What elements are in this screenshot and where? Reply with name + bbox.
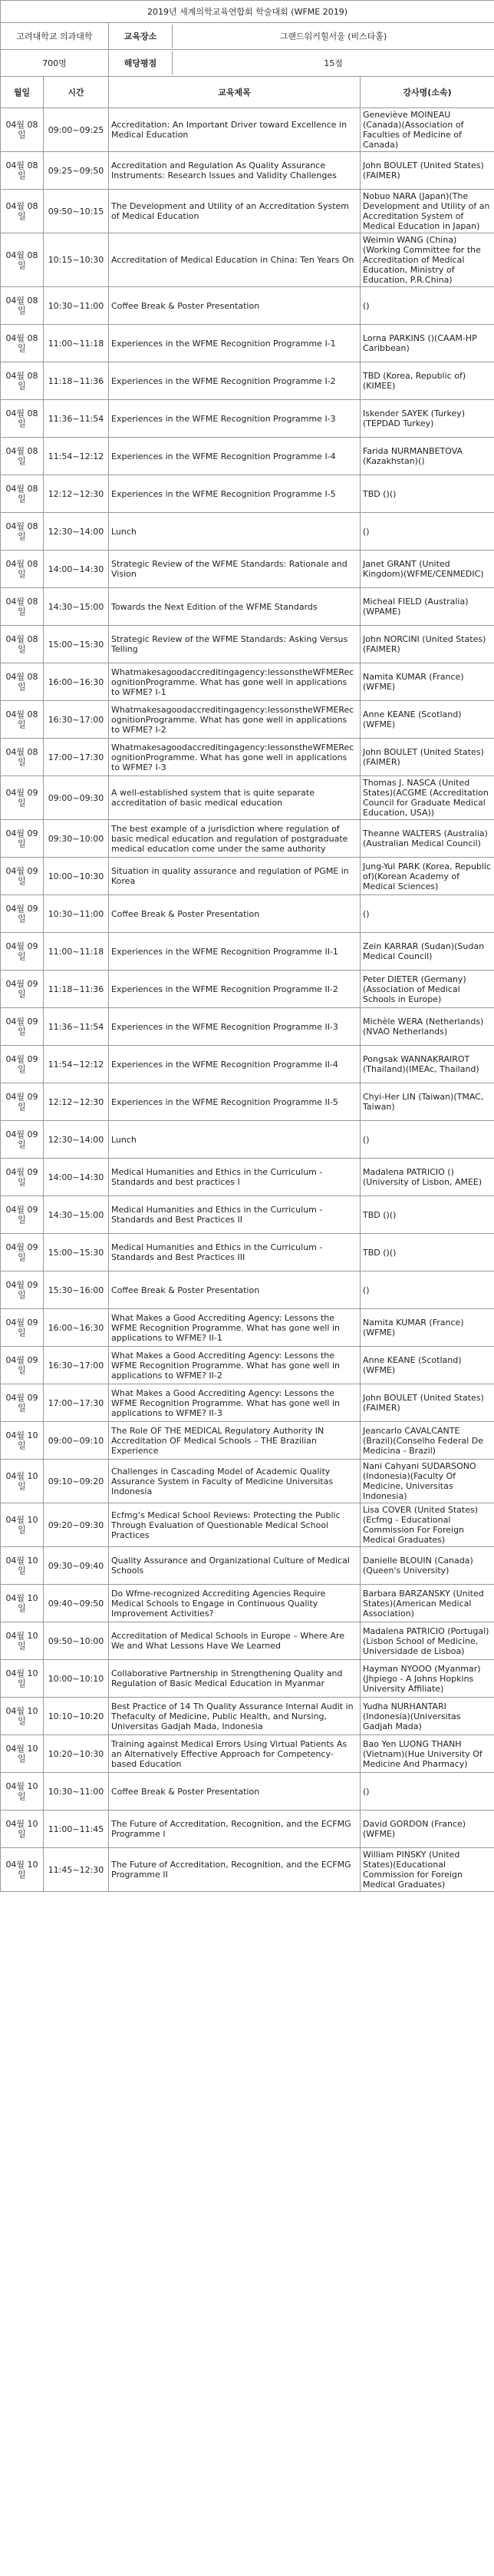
session-title: WhatmakesagoodaccreditingagencyːlessonstheWFMERecognitionProgramme. What has gone well in applications to WFME? I-1: [109, 663, 361, 701]
session-speaker: Yudha NURHANTARI (Indonesia)(Universitas Gadjah Mada): [361, 1698, 494, 1735]
session-speaker: Madalena PATRICIO ()(University of Lisbon, AMEE): [361, 1159, 494, 1196]
session-title: Experiences in the WFME Recognition Programme I-1: [109, 325, 361, 362]
session-time: 14:30~15:00: [44, 1196, 109, 1234]
session-time: 10:00~10:10: [44, 1660, 109, 1698]
session-date: 04월 10일: [1, 1848, 44, 1892]
session-title: Experiences in the WFME Recognition Programme I-3: [109, 400, 361, 438]
session-date: 04월 08일: [1, 362, 44, 400]
session-date: 04월 08일: [1, 513, 44, 551]
session-time: 14:00~14:30: [44, 1159, 109, 1196]
session-speaker: Danielle BLOUIN (Canada)(Queen's University): [361, 1547, 494, 1585]
session-title: Experiences in the WFME Recognition Programme II-5: [109, 1083, 361, 1121]
session-title: Medical Humanities and Ethics in the Curriculum - Standards and Best Practices II: [109, 1196, 361, 1234]
session-speaker: Bao Yen LUONG THANH (Vietnam)(Hue University Of Medicine And Pharmacy): [361, 1735, 494, 1773]
session-date: 04월 09일: [1, 1046, 44, 1083]
session-time: 10:15~10:30: [44, 233, 109, 287]
session-date: 04월 09일: [1, 820, 44, 858]
table-row: [1, 588, 494, 626]
table-row: [1, 1234, 494, 1271]
table-row: [1, 1083, 494, 1121]
session-title: Do Wfme-recognized Accrediting Agencies Require Medical Schools to Engage in Continuous Quality Improvement Activities?: [109, 1585, 361, 1622]
session-speaker: John NORCINI (United States)(FAIMER): [361, 626, 494, 663]
session-date: 04월 10일: [1, 1622, 44, 1660]
session-time: 10:10~10:20: [44, 1698, 109, 1735]
table-row: [1, 1008, 494, 1046]
session-speaker: Madalena PATRICIO (Portugal)(Lisbon School of Medicine, Universidade de Lisboa): [361, 1622, 494, 1660]
session-title: Strategic Review of the WFME Standards: Rationale and Vision: [109, 551, 361, 588]
table-row: [1, 663, 494, 701]
session-speaker: TBD ()(): [361, 1196, 494, 1234]
sessions-body: [1, 108, 494, 1892]
session-date: 04월 09일: [1, 1234, 44, 1271]
table-row: [1, 1585, 494, 1622]
session-date: 04월 10일: [1, 1585, 44, 1622]
session-time: 12:30~14:00: [44, 513, 109, 551]
session-time: 09:30~10:00: [44, 820, 109, 858]
session-title: Experiences in the WFME Recognition Programme II-4: [109, 1046, 361, 1083]
session-date: 04월 08일: [1, 588, 44, 626]
session-date: 04월 10일: [1, 1735, 44, 1773]
session-title: Experiences in the WFME Recognition Programme II-1: [109, 933, 361, 971]
session-speaker: Anne KEANE (Scotland)(WFME): [361, 701, 494, 739]
session-title: Accreditation of Medical Schools in Europe – Where Are We and What Lessons Have We Learned: [109, 1622, 361, 1660]
table-row: [1, 626, 494, 663]
session-speaker: (): [361, 513, 494, 551]
session-speaker: TBD ()(): [361, 475, 494, 513]
session-date: 04월 08일: [1, 190, 44, 233]
table-row: [1, 287, 494, 325]
session-time: 09:50~10:00: [44, 1622, 109, 1660]
session-speaker: John BOULET (United States)(FAIMER): [361, 1384, 494, 1422]
session-title: Challenges in Cascading Model of Academic Quality Assurance System in Faculty of Medicine Universitas Indonesia: [109, 1460, 361, 1503]
session-date: 04월 09일: [1, 1196, 44, 1234]
session-date: 04월 09일: [1, 933, 44, 971]
table-row: [1, 1698, 494, 1735]
session-speaker: Farida NURMANBETOVA (Kazakhstan)(): [361, 438, 494, 475]
session-date: 04월 09일: [1, 858, 44, 895]
session-speaker: David GORDON (France)(WFME): [361, 1810, 494, 1848]
session-speaker: Jeancarlo CAVALCANTE (Brazil)(Conselho Federal De Medicina - Brazil): [361, 1422, 494, 1460]
place-cell: [109, 23, 494, 50]
session-title: Experiences in the WFME Recognition Programme I-5: [109, 475, 361, 513]
table-row: [1, 190, 494, 233]
table-row: [1, 1460, 494, 1503]
table-row: [1, 108, 494, 152]
session-speaker: (): [361, 895, 494, 933]
session-speaker: TBD (Korea, Republic of)(KIMEE): [361, 362, 494, 400]
session-date: 04월 09일: [1, 1159, 44, 1196]
session-date: 04월 10일: [1, 1698, 44, 1735]
session-date: 04월 09일: [1, 895, 44, 933]
table-row: [1, 1159, 494, 1196]
session-date: 04월 08일: [1, 663, 44, 701]
header-date: 월일: [1, 77, 44, 108]
session-date: 04월 08일: [1, 400, 44, 438]
session-title: Situation in quality assurance and regulation of PGME in Korea: [109, 858, 361, 895]
session-date: 04월 08일: [1, 233, 44, 287]
session-time: 10:00~10:30: [44, 858, 109, 895]
session-time: 11:36~11:54: [44, 400, 109, 438]
session-speaker: (): [361, 1121, 494, 1159]
table-row: [1, 701, 494, 739]
session-speaker: Micheal FIELD (Australia)(WPAME): [361, 588, 494, 626]
session-title: The Future of Accreditation, Recognition, and the ECFMG Programme II: [109, 1848, 361, 1892]
session-speaker: Nobuo NARA (Japan)(The Development and Utility of an Accreditation System of Medical Education in Japan): [361, 190, 494, 233]
session-date: 04월 10일: [1, 1503, 44, 1547]
table-row: [1, 233, 494, 287]
session-speaker: TBD ()(): [361, 1234, 494, 1271]
title-row: [1, 1, 494, 23]
session-speaker: Pongsak WANNAKRAIROT (Thailand)(IMEAc, Thailand): [361, 1046, 494, 1083]
session-date: 04월 10일: [1, 1660, 44, 1698]
session-time: 15:00~15:30: [44, 1234, 109, 1271]
session-speaker: Namita KUMAR (France)(WFME): [361, 663, 494, 701]
table-row: [1, 1347, 494, 1384]
session-date: 04월 09일: [1, 1347, 44, 1384]
session-date: 04월 09일: [1, 1271, 44, 1309]
table-row: [1, 1622, 494, 1660]
session-speaker: Chyi-Her LIN (Taiwan)(TMAC, Taiwan): [361, 1083, 494, 1121]
session-time: 09:30~09:40: [44, 1547, 109, 1585]
session-speaker: (): [361, 1271, 494, 1309]
session-time: 11:18~11:36: [44, 971, 109, 1008]
session-time: 11:54~12:12: [44, 438, 109, 475]
session-time: 10:30~11:00: [44, 895, 109, 933]
session-title: Accreditation: An Important Driver toward Excellence in Medical Education: [109, 108, 361, 152]
session-speaker: Iskender SAYEK (Turkey)(TEPDAD Turkey): [361, 400, 494, 438]
session-speaker: Barbara BARZANSKY (United States)(American Medical Association): [361, 1585, 494, 1622]
session-title: Coffee Break & Poster Presentation: [109, 1271, 361, 1309]
session-speaker: Geneviève MOINEAU (Canada)(Association of Faculties of Medicine of Canada): [361, 108, 494, 152]
session-title: What Makes a Good Accrediting Agency: Lessons the WFME Recognition Programme. What has gone well in applications to WFME? II-3: [109, 1384, 361, 1422]
session-time: 11:36~11:54: [44, 1008, 109, 1046]
session-date: 04월 09일: [1, 1008, 44, 1046]
session-date: 04월 08일: [1, 626, 44, 663]
table-row: [1, 438, 494, 475]
session-title: Medical Humanities and Ethics in the Curriculum - Standards and Best Practices III: [109, 1234, 361, 1271]
table-row: [1, 933, 494, 971]
session-time: 09:10~09:20: [44, 1460, 109, 1503]
table-row: [1, 400, 494, 438]
table-row: [1, 895, 494, 933]
table-row: [1, 1503, 494, 1547]
event-title: 2019년 세계의학교육연합회 학술대회 (WFME 2019): [1, 1, 494, 23]
session-time: 10:30~11:00: [44, 1773, 109, 1810]
session-title: Lunch: [109, 513, 361, 551]
session-title: Medical Humanities and Ethics in the Curriculum - Standards and best practices I: [109, 1159, 361, 1196]
session-speaker: Peter DIETER (Germany)(Association of Medical Schools in Europe): [361, 971, 494, 1008]
session-time: 10:30~11:00: [44, 287, 109, 325]
session-title: The Future of Accreditation, Recognition, and the ECFMG Programme I: [109, 1810, 361, 1848]
session-title: Coffee Break & Poster Presentation: [109, 895, 361, 933]
header-row: [1, 77, 494, 108]
session-title: Experiences in the WFME Recognition Programme I-2: [109, 362, 361, 400]
session-time: 16:30~17:00: [44, 1347, 109, 1384]
session-time: 12:12~12:30: [44, 1083, 109, 1121]
session-time: 09:40~09:50: [44, 1585, 109, 1622]
session-date: 04월 08일: [1, 438, 44, 475]
table-row: [1, 1046, 494, 1083]
session-title: Towards the Next Edition of the WFME Standards: [109, 588, 361, 626]
session-title: WhatmakesagoodaccreditingagencyːlessonstheWFMERecognitionProgramme. What has gone well in applications to WFME? I-2: [109, 701, 361, 739]
session-title: Coffee Break & Poster Presentation: [109, 1773, 361, 1810]
session-title: What Makes a Good Accrediting Agency: Lessons the WFME Recognition Programme. What has gone well in applications to WFME? II-1: [109, 1309, 361, 1347]
session-date: 04월 08일: [1, 325, 44, 362]
session-title: The Role OF THE MEDICAL Regulatory Authority IN Accreditation OF Medical Schools – THE Brazilian Experience: [109, 1422, 361, 1460]
table-row: [1, 1422, 494, 1460]
session-speaker: John BOULET (United States)(FAIMER): [361, 152, 494, 190]
session-speaker: (): [361, 287, 494, 325]
table-row: [1, 776, 494, 820]
place-label: 교육장소: [109, 25, 173, 48]
session-speaker: John BOULET (United States)(FAIMER): [361, 739, 494, 776]
session-title: Best Practice of 14 Th Quality Assurance Internal Audit in Thefaculty of Medicine, Public Health, and Nursing, Universitas Gadjah Mada, Indonesia: [109, 1698, 361, 1735]
session-date: 04월 10일: [1, 1773, 44, 1810]
session-time: 12:12~12:30: [44, 475, 109, 513]
session-title: Ecfmg’s Medical School Reviews: Protecting the Public Through Evaluation of Questionable Medical School Practices: [109, 1503, 361, 1547]
session-date: 04월 10일: [1, 1460, 44, 1503]
table-row: [1, 1547, 494, 1585]
table-row: [1, 1773, 494, 1810]
session-time: 16:00~16:30: [44, 663, 109, 701]
session-date: 04월 10일: [1, 1422, 44, 1460]
table-row: [1, 1848, 494, 1892]
session-time: 09:50~10:15: [44, 190, 109, 233]
session-time: 11:45~12:30: [44, 1848, 109, 1892]
table-row: [1, 325, 494, 362]
session-speaker: Hayman NYOOO (Myanmar)(Jhpiego - A Johns Hopkins University Affiliate): [361, 1660, 494, 1698]
session-title: Collaborative Partnership in Strengthening Quality and Regulation of Basic Medical Education in Myanmar: [109, 1660, 361, 1698]
info-row-2: [1, 50, 494, 77]
session-title: Quality Assurance and Organizational Culture of Medical Schools: [109, 1547, 361, 1585]
session-time: 17:00~17:30: [44, 1384, 109, 1422]
session-date: 04월 08일: [1, 739, 44, 776]
place-value: 그랜드워커힐서울 (비스타홀): [279, 31, 387, 41]
table-row: [1, 1271, 494, 1309]
session-title: Training against Medical Errors Using Virtual Patients As an Alternatively Effective Approach for Competency-based Education: [109, 1735, 361, 1773]
session-time: 11:18~11:36: [44, 362, 109, 400]
session-time: 11:00~11:18: [44, 325, 109, 362]
session-time: 15:30~16:00: [44, 1271, 109, 1309]
session-time: 11:00~11:45: [44, 1810, 109, 1848]
session-date: 04월 08일: [1, 551, 44, 588]
session-date: 04월 09일: [1, 971, 44, 1008]
session-title: Experiences in the WFME Recognition Programme II-2: [109, 971, 361, 1008]
session-date: 04월 09일: [1, 1309, 44, 1347]
session-speaker: Namita KUMAR (France)(WFME): [361, 1309, 494, 1347]
table-row: [1, 1196, 494, 1234]
credit-label: 해당평점: [109, 51, 173, 74]
session-speaker: (): [361, 1773, 494, 1810]
session-title: Coffee Break & Poster Presentation: [109, 287, 361, 325]
session-speaker: Michèle WERA (Netherlands)(NVAO Netherlands): [361, 1008, 494, 1046]
table-row: [1, 1660, 494, 1698]
table-row: [1, 971, 494, 1008]
attendee-count: 700명: [1, 50, 109, 77]
session-time: 14:30~15:00: [44, 588, 109, 626]
session-time: 09:20~09:30: [44, 1503, 109, 1547]
session-time: 09:00~09:30: [44, 776, 109, 820]
session-speaker: Jung-Yul PARK (Korea, Republic of)(Korean Academy of Medical Sciences): [361, 858, 494, 895]
organization: 고려대학교 의과대학: [1, 23, 109, 50]
credit-cell: [109, 50, 494, 77]
table-row: [1, 1121, 494, 1159]
session-speaker: Lorna PARKINS ()(CAAM-HP Caribbean): [361, 325, 494, 362]
session-title: Experiences in the WFME Recognition Programme II-3: [109, 1008, 361, 1046]
session-date: 04월 09일: [1, 776, 44, 820]
info-row-1: [1, 23, 494, 50]
session-title: The best example of a jurisdiction where regulation of basic medical education and regulation of postgraduate medical education come under the same authority: [109, 820, 361, 858]
session-speaker: Lisa COVER (United States)(Ecfmg - Educational Commission For Foreign Medical Graduates): [361, 1503, 494, 1547]
table-row: [1, 362, 494, 400]
table-row: [1, 858, 494, 895]
session-title: Strategic Review of the WFME Standards: Asking Versus Telling: [109, 626, 361, 663]
table-row: [1, 739, 494, 776]
session-title: What Makes a Good Accrediting Agency: Lessons the WFME Recognition Programme. What has gone well in applications to WFME? II-2: [109, 1347, 361, 1384]
session-time: 11:00~11:18: [44, 933, 109, 971]
session-title: Lunch: [109, 1121, 361, 1159]
session-date: 04월 08일: [1, 701, 44, 739]
session-title: Experiences in the WFME Recognition Programme I-4: [109, 438, 361, 475]
session-speaker: Nani Cahyani SUDARSONO (Indonesia)(Faculty Of Medicine, Universitas Indonesia): [361, 1460, 494, 1503]
session-time: 12:30~14:00: [44, 1121, 109, 1159]
session-time: 10:20~10:30: [44, 1735, 109, 1773]
table-row: [1, 1309, 494, 1347]
session-date: 04월 09일: [1, 1083, 44, 1121]
session-speaker: Weimin WANG (China)(Working Committee for the Accreditation of Medical Education, Ministry of Education, P.R.China): [361, 233, 494, 287]
session-date: 04월 08일: [1, 475, 44, 513]
session-time: 17:00~17:30: [44, 739, 109, 776]
session-title: A well-established system that is quite separate accreditation of basic medical education: [109, 776, 361, 820]
session-date: 04월 09일: [1, 1121, 44, 1159]
session-title: Accreditation of Medical Education in China: Ten Years On: [109, 233, 361, 287]
session-speaker: Thomas J. NASCA (United States)(ACGME (Accreditation Council for Graduate Medical Education, USA)): [361, 776, 494, 820]
session-title: WhatmakesagoodaccreditingagencyːlessonstheWFMERecognitionProgramme. What has gone well in applications to WFME? I-3: [109, 739, 361, 776]
table-row: [1, 475, 494, 513]
table-row: [1, 1735, 494, 1773]
session-time: 16:30~17:00: [44, 701, 109, 739]
table-row: [1, 152, 494, 190]
session-date: 04월 10일: [1, 1547, 44, 1585]
session-date: 04월 10일: [1, 1810, 44, 1848]
table-row: [1, 551, 494, 588]
header-speaker: 강사명(소속): [361, 77, 494, 108]
session-date: 04월 08일: [1, 108, 44, 152]
session-time: 14:00~14:30: [44, 551, 109, 588]
session-date: 04월 08일: [1, 152, 44, 190]
session-time: 09:00~09:25: [44, 108, 109, 152]
session-title: Accreditation and Regulation As Quality Assurance Instruments: Research Issues and Validity Challenges: [109, 152, 361, 190]
table-row: [1, 1384, 494, 1422]
table-row: [1, 1810, 494, 1848]
table-row: [1, 513, 494, 551]
session-time: 15:00~15:30: [44, 626, 109, 663]
session-speaker: Theanne WALTERS (Australia)(Australian Medical Council): [361, 820, 494, 858]
session-time: 11:54~12:12: [44, 1046, 109, 1083]
session-time: 16:00~16:30: [44, 1309, 109, 1347]
session-time: 09:00~09:10: [44, 1422, 109, 1460]
session-date: 04월 08일: [1, 287, 44, 325]
session-speaker: William PINSKY (United States)(Educational Commission for Foreign Medical Graduates): [361, 1848, 494, 1892]
header-subject: 교육제목: [109, 77, 361, 108]
session-time: 09:25~09:50: [44, 152, 109, 190]
session-date: 04월 09일: [1, 1384, 44, 1422]
session-speaker: Janet GRANT (United Kingdom)(WFME/CENMEDIC): [361, 551, 494, 588]
session-speaker: Anne KEANE (Scotland)(WFME): [361, 1347, 494, 1384]
session-speaker: Zein KARRAR (Sudan)(Sudan Medical Council): [361, 933, 494, 971]
session-title: The Development and Utility of an Accreditation System of Medical Education: [109, 190, 361, 233]
header-time: 시간: [44, 77, 109, 108]
credit-value: 15점: [324, 58, 343, 68]
table-row: [1, 820, 494, 858]
